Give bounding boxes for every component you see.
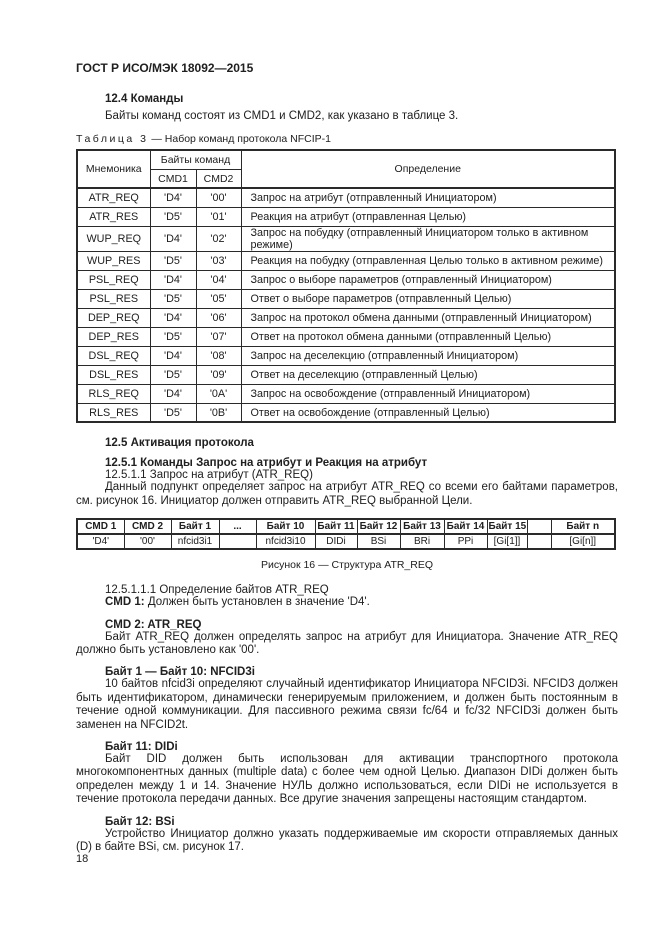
- cell-definition: Ответ на деселекцию (отправленный Целью): [241, 365, 615, 384]
- cell-mnemonic: DSL_REQ: [77, 346, 150, 365]
- cell-cmd2: '06': [196, 308, 241, 327]
- byte-header: Байт 14: [444, 519, 487, 534]
- cell-mnemonic: RLS_REQ: [77, 384, 150, 403]
- byte-header: Байт 11: [315, 519, 357, 534]
- byte1-10-text: 10 байтов nfcid3i определяют случайный идентификатор Инициатора NFCID3i. NFCID3 должен быть идентификатором, динамически генерируемым приложением, и должен быть постоянным в течение одной коммуникации. Для пассивного режима связи fc/64 и fc/32 NFCID3i должен быть заменен на NFCID2t.: [76, 678, 618, 731]
- cell-mnemonic: ATR_REQ: [77, 188, 150, 207]
- byte-value: nfcid3i10: [256, 534, 315, 549]
- cell-cmd2: '02': [196, 226, 241, 251]
- cell-cmd2: '00': [196, 188, 241, 207]
- table-row: [77, 226, 615, 251]
- table-3-header-row: [77, 150, 615, 169]
- cell-definition: Запрос на атрибут (отправленный Инициатором): [241, 188, 615, 207]
- cell-cmd2: '04': [196, 270, 241, 289]
- byte-header: Байт 1: [171, 519, 219, 534]
- cell-cmd1: 'D5': [150, 365, 196, 384]
- cell-cmd1: 'D5': [150, 207, 196, 226]
- cell-cmd2: '09': [196, 365, 241, 384]
- table-3-caption-text: — Набор команд протокола NFCIP-1: [151, 133, 331, 146]
- table-3-header-cmd1: CMD1: [150, 169, 196, 188]
- byte-value: [219, 534, 256, 549]
- cell-cmd2: '07': [196, 327, 241, 346]
- cell-mnemonic: DSL_RES: [77, 365, 150, 384]
- cell-cmd2: '05': [196, 289, 241, 308]
- cell-cmd1: 'D5': [150, 251, 196, 270]
- cell-mnemonic: WUP_REQ: [77, 226, 150, 251]
- table-row: [77, 403, 615, 422]
- table-row: [77, 327, 615, 346]
- byte-header: ...: [219, 519, 256, 534]
- section-12-4-intro: Байты команд состоят из CMD1 и CMD2, как указано в таблице 3.: [105, 110, 459, 122]
- table-3-caption: [76, 133, 618, 145]
- section-12-5-heading: 12.5 Активация протокола: [105, 437, 254, 450]
- cell-cmd1: 'D4': [150, 346, 196, 365]
- byte-value: [Gi[1]]: [487, 534, 527, 549]
- byte-header: Байт 10: [256, 519, 315, 534]
- page-content: [76, 61, 618, 855]
- byte11-text: Байт DID должен быть использован для активации транспортного протокола многокомпонентных данных (multiple data) с более чем одной Целью. Диапазон DIDi должен быть определен между 1 и 14. Значение НУЛЬ должно использоваться, если DIDi не используется в течение протокола передачи данных. Все другие значения запрещены настоящим стандартом.: [76, 753, 618, 806]
- cmd1-definition-line: [105, 596, 618, 609]
- page-number: 18: [76, 853, 89, 865]
- cell-mnemonic: PSL_REQ: [77, 270, 150, 289]
- table-3-header-bytes: Байты команд: [150, 150, 241, 169]
- document-title: ГОСТ Р ИСО/МЭК 18092—2015: [76, 61, 254, 75]
- cell-mnemonic: WUP_RES: [77, 251, 150, 270]
- cell-definition: Запрос о выборе параметров (отправленный Инициатором): [241, 270, 615, 289]
- byte-value: [Gi[n]]: [551, 534, 615, 549]
- byte-value: BRi: [400, 534, 444, 549]
- section-12-4-heading: 12.4 Команды: [105, 93, 184, 105]
- section-12-5-1-heading: 12.5.1 Команды Запрос на атрибут и Реакция на атрибут: [105, 457, 428, 470]
- cell-mnemonic: DEP_RES: [77, 327, 150, 346]
- byte-header: Байт 15: [488, 521, 527, 533]
- cell-mnemonic: PSL_RES: [77, 289, 150, 308]
- byte-header: [527, 519, 551, 534]
- byte11-heading: Байт 11: DIDi: [105, 741, 178, 754]
- cell-definition: Ответ на освобождение (отправленный Целью): [241, 403, 615, 422]
- figure-16-caption: Рисунок 16 — Структура ATR_REQ: [260, 559, 434, 572]
- figure-16-value-row: [77, 534, 615, 549]
- cell-mnemonic: ATR_RES: [77, 207, 150, 226]
- cell-definition: Ответ на протокол обмена данными (отправленный Целью): [241, 327, 615, 346]
- table-row: [77, 188, 615, 207]
- byte-value: [527, 534, 551, 549]
- byte-value: nfcid3i1: [171, 534, 219, 549]
- section-12-5-1-1-text: Данный подпункт определяет запрос на атрибут ATR_REQ со всеми его байтами параметров, см. рисунок 16. Инициатор должен отправить ATR_REQ выбранной Цели.: [76, 481, 618, 507]
- byte-header: CMD 1: [77, 519, 124, 534]
- table-row: [77, 270, 615, 289]
- table-3-caption-label: Таблица 3: [76, 133, 149, 146]
- cell-cmd1: 'D4': [150, 308, 196, 327]
- byte-value: 'D4': [77, 534, 124, 549]
- table-row: [77, 308, 615, 327]
- cmd1-label: CMD 1:: [105, 596, 145, 609]
- byte-header: Байт 13: [400, 519, 444, 534]
- cell-cmd1: 'D5': [150, 327, 196, 346]
- byte12-heading: Байт 12: BSi: [105, 815, 175, 828]
- cell-cmd1: 'D5': [150, 403, 196, 422]
- cell-cmd1: 'D4': [150, 384, 196, 403]
- byte-value: DIDi: [315, 534, 357, 549]
- figure-16-header-row: [77, 519, 615, 534]
- byte-header: Байт n: [551, 519, 615, 534]
- cmd1-text: Должен быть установлен в значение 'D4'.: [147, 596, 370, 609]
- byte12-text: Устройство Инициатор должно указать поддерживаемые им скорости отправляемых данных (D) в байте BSi, см. рисунок 17.: [76, 827, 618, 854]
- cell-cmd2: '08': [196, 346, 241, 365]
- byte-header: Байт 12: [357, 519, 400, 534]
- cell-definition: Запрос на побудку (отправленный Инициатором только в активном режиме): [241, 226, 615, 251]
- table-row: [77, 251, 615, 270]
- cell-mnemonic: RLS_RES: [77, 403, 150, 422]
- byte1-10-heading: Байт 1 — Байт 10: NFCID3i: [105, 666, 255, 679]
- byte-value: PPi: [444, 534, 487, 549]
- section-12-5-1-1-heading: 12.5.1.1 Запрос на атрибут (ATR_REQ): [105, 469, 313, 482]
- cell-definition: Запрос на деселекцию (отправленный Инициатором): [241, 346, 615, 365]
- cell-mnemonic: DEP_REQ: [77, 308, 150, 327]
- cell-definition: Запрос на освобождение (отправленный Инициатором): [241, 384, 615, 403]
- section-12-5-1-1-1-heading: 12.5.1.1.1 Определение байтов ATR_REQ: [105, 584, 329, 597]
- cell-definition: Запрос на протокол обмена данными (отправленный Инициатором): [241, 308, 615, 327]
- cell-definition: Ответ о выборе параметров (отправленный Целью): [241, 289, 615, 308]
- cell-cmd1: 'D4': [150, 188, 196, 207]
- table-3-header-definition: Определение: [241, 150, 615, 188]
- cell-cmd1: 'D4': [150, 226, 196, 251]
- table-3-header-cmd2: CMD2: [196, 169, 241, 188]
- byte-header: CMD 2: [124, 519, 171, 534]
- table-3: [76, 149, 616, 423]
- cell-cmd2: '01': [196, 207, 241, 226]
- byte-value: '00': [124, 534, 171, 549]
- cell-cmd1: 'D4': [150, 270, 196, 289]
- cell-cmd2: '0A': [196, 384, 241, 403]
- byte-value: BSi: [357, 534, 400, 549]
- cell-cmd1: 'D5': [150, 289, 196, 308]
- cmd2-text: Байт ATR_REQ должен определять запрос на атрибут для Инициатора. Значение ATR_REQ должно быть установлено как '00'.: [76, 630, 618, 657]
- table-row: [77, 384, 615, 403]
- table-row: [77, 207, 615, 226]
- cell-cmd2: '0B': [196, 403, 241, 422]
- table-3-header-mnemonic: Мнемоника: [77, 150, 150, 188]
- figure-16-table: [76, 518, 616, 550]
- cell-cmd2: '03': [196, 251, 241, 270]
- cell-definition: Реакция на побудку (отправленная Целью только в активном режиме): [241, 251, 615, 270]
- table-row: [77, 346, 615, 365]
- cell-definition: Реакция на атрибут (отправленная Целью): [241, 207, 615, 226]
- table-row: [77, 365, 615, 384]
- cmd2-heading: CMD 2: ATR_REQ: [105, 618, 202, 631]
- table-row: [77, 289, 615, 308]
